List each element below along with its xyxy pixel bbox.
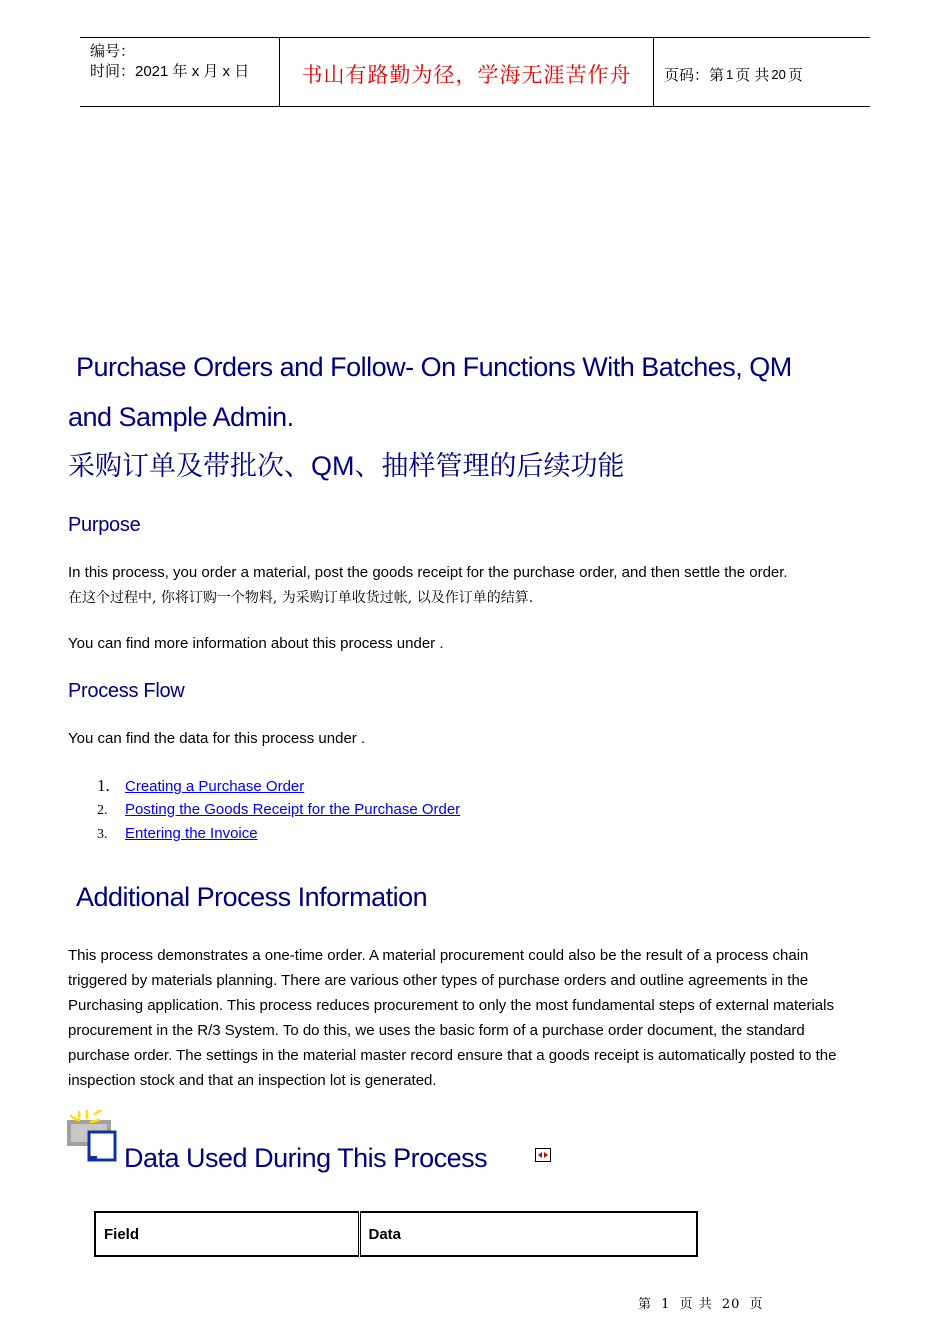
header-page-cell (654, 38, 870, 106)
table-header-data: Data (368, 1225, 402, 1243)
header-page-current: 1 (726, 66, 734, 82)
data-used-heading: Data Used During This Process (124, 1143, 488, 1173)
table-header-field: Field (95, 1212, 359, 1256)
expand-icon[interactable] (535, 1148, 551, 1162)
footer-middle: 页 共 (679, 1297, 713, 1312)
header-motto-cell (280, 38, 654, 106)
header-date-label: 时间：2021 年 x 月 x 日 (90, 63, 250, 80)
process-steps-list (68, 776, 460, 850)
title-en-line2: and Sample Admin. (68, 402, 294, 432)
data-icon (67, 1110, 119, 1162)
page-header-table (80, 37, 870, 107)
title-en-line1: Purchase Orders and Follow- On Functions With Batches, QM (76, 352, 792, 382)
purpose-text-cn: 在这个过程中, 你将订购一个物料, 为采购订单收货过帐, 以及作订单的结算. (68, 590, 534, 606)
additional-heading: Additional Process Information (76, 882, 428, 912)
footer-suffix: 页 (749, 1297, 764, 1312)
step-number: 2. (97, 802, 108, 818)
step-link-post-gr[interactable]: Posting the Goods Receipt for the Purchase Order (125, 800, 461, 818)
header-page-prefix: 页码：第 (664, 66, 725, 84)
purpose-text-en: In this process, you order a material, post the goods receipt for the purchase order, and then settle the order. (68, 564, 788, 581)
data-table (94, 1211, 698, 1257)
header-motto: 书山有路勤为径，学海无涯苦作舟 (301, 63, 632, 87)
list-item (68, 801, 460, 826)
step-link-create-po[interactable]: Creating a Purchase Order (125, 778, 305, 795)
additional-text: This process demonstrates a one-time order. A material procurement could also be the result of a process chain triggered by materials planning. There are various other types of purchase orders and outline agreements in the Purchasing application. This process reduces procurement to only the most fundamental steps of external materials procurement in the R/3 System. To do this, we uses the basic form of a purchase order document, the standard purchase order. The settings in the material master record ensure that a goods receipt is automatically posted to the inspection stock and that an inspection lot is generated. (68, 947, 837, 1089)
table-row (95, 1212, 697, 1256)
list-item (68, 825, 460, 850)
header-page-suffix: 页 (787, 66, 803, 84)
title-cn: 采购订单及带批次、QM、抽样管理的后续功能 (68, 451, 625, 481)
process-flow-intro: You can find the data for this process under . (68, 730, 366, 747)
header-meta-cell (80, 38, 280, 106)
list-item (68, 776, 460, 801)
purpose-heading: Purpose (68, 514, 141, 536)
header-number-label: 编号： (90, 43, 136, 60)
process-flow-heading: Process Flow (68, 680, 185, 702)
header-page-middle: 页 共 (735, 66, 770, 84)
footer-current: 1 (661, 1297, 671, 1312)
step-number: 3. (97, 827, 108, 842)
footer-prefix: 第 (638, 1297, 653, 1312)
footer-total: 20 (721, 1297, 741, 1312)
header-page-total: 20 (771, 66, 786, 82)
step-link-enter-invoice[interactable]: Entering the Invoice (125, 825, 258, 842)
purpose-more-info: You can find more information about this process under . (68, 635, 444, 652)
step-number: 1. (97, 776, 110, 795)
page-footer (638, 1293, 764, 1312)
